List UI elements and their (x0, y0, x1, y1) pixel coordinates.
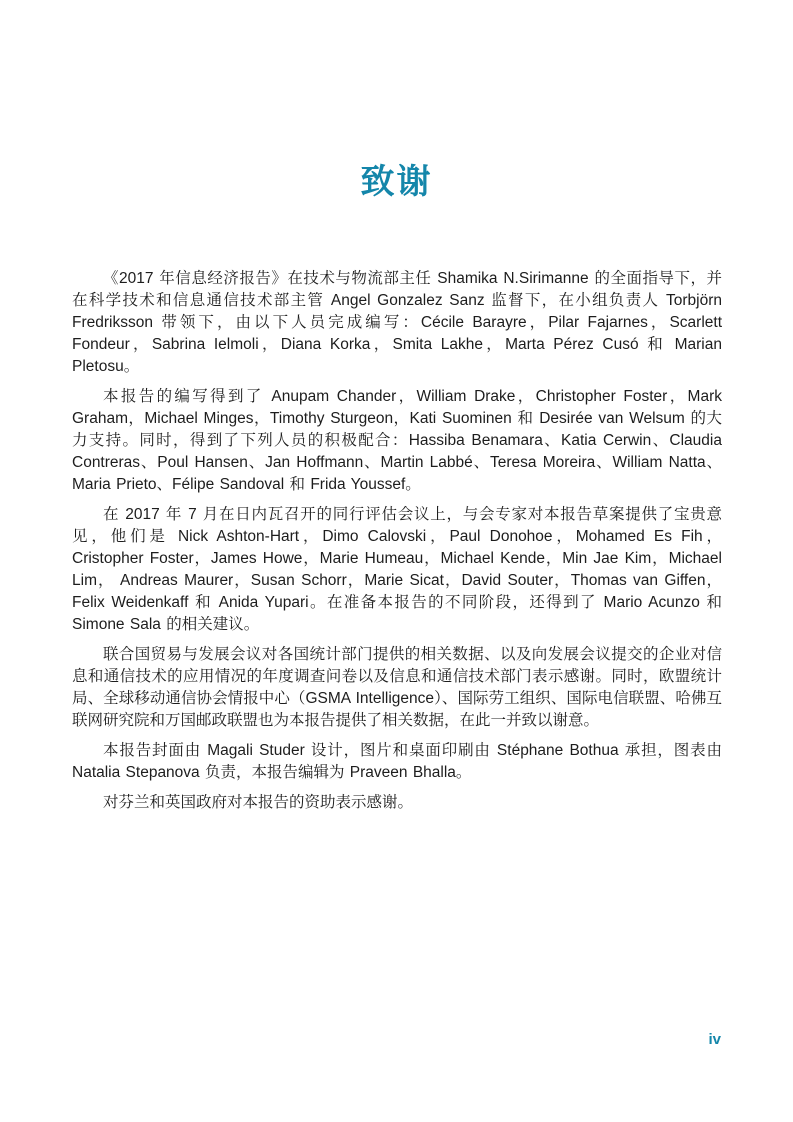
acknowledgments-body (72, 268, 722, 822)
paragraph-contributors: 本报告的编写得到了 Anupam Chander，William Drake，Christopher Foster，Mark Graham，Michael Minges，Timothy Sturgeon，Kati Suominen 和 Desirée van Welsum 的大力支持。同时，得到了下列人员的积极配合：Hassiba Benamara、Katia Cerwin、Claudia Contreras、Poul Hansen、Jan Hoffmann、Martin Labbé、Teresa Moreira、William Natta、Maria Prieto、Félipe Sandoval 和 Frida Youssef。 (72, 388, 722, 493)
paragraph-authors: 《2017 年信息经济报告》在技术与物流部主任 Shamika N.Sirimanne 的全面指导下，并在科学技术和信息通信技术部主管 Angel Gonzalez Sanz 监督下，在小组负责人 Torbjörn Fredriksson 带领下，由以下人员完成编写：Cécile Barayre，Pilar Fajarnes，Scarlett Fondeur，Sabrina Ielmoli，Diana Korka，Smita Lakhe，Marta Pérez Cusó 和 Marian Pletosu。 (72, 270, 722, 375)
paragraph-peer-review: 在 2017 年 7 月在日内瓦召开的同行评估会议上，与会专家对本报告草案提供了宝贵意见，他们是 Nick Ashton-Hart，Dimo Calovski，Paul Donohoe，Mohamed Es Fih，Cristopher Foster，James Howe，Marie Humeau，Michael Kende，Min Jae Kim，Michael Lim， Andreas Maurer，Susan Schorr，Marie Sicat，David Souter，Thomas van Giffen，Felix Weidenkaff 和 Anida Yupari。在准备本报告的不同阶段，还得到了 Mario Acunzo 和 Simone Sala 的相关建议。 (72, 506, 722, 633)
paragraph-funding: 对芬兰和英国政府对本报告的资助表示感谢。 (103, 794, 414, 811)
page-number: iv (708, 1031, 721, 1048)
paragraph-data-sources: 联合国贸易与发展会议对各国统计部门提供的相关数据、以及向发展会议提交的企业对信息和通信技术的应用情况的年度调查问卷以及信息和通信技术部门表示感谢。同时，欧盟统计局、全球移动通信协会情报中心（GSMA Intelligence）、国际劳工组织、国际电信联盟、哈佛互联网研究院和万国邮政联盟也为本报告提供了相关数据，在此一并致以谢意。 (72, 646, 722, 729)
paragraph-production: 本报告封面由 Magali Studer 设计，图片和桌面印刷由 Stéphane Bothua 承担，图表由 Natalia Stepanova 负责，本报告编辑为 Praveen Bhalla。 (72, 742, 722, 781)
page-title: 致谢 (360, 163, 433, 201)
